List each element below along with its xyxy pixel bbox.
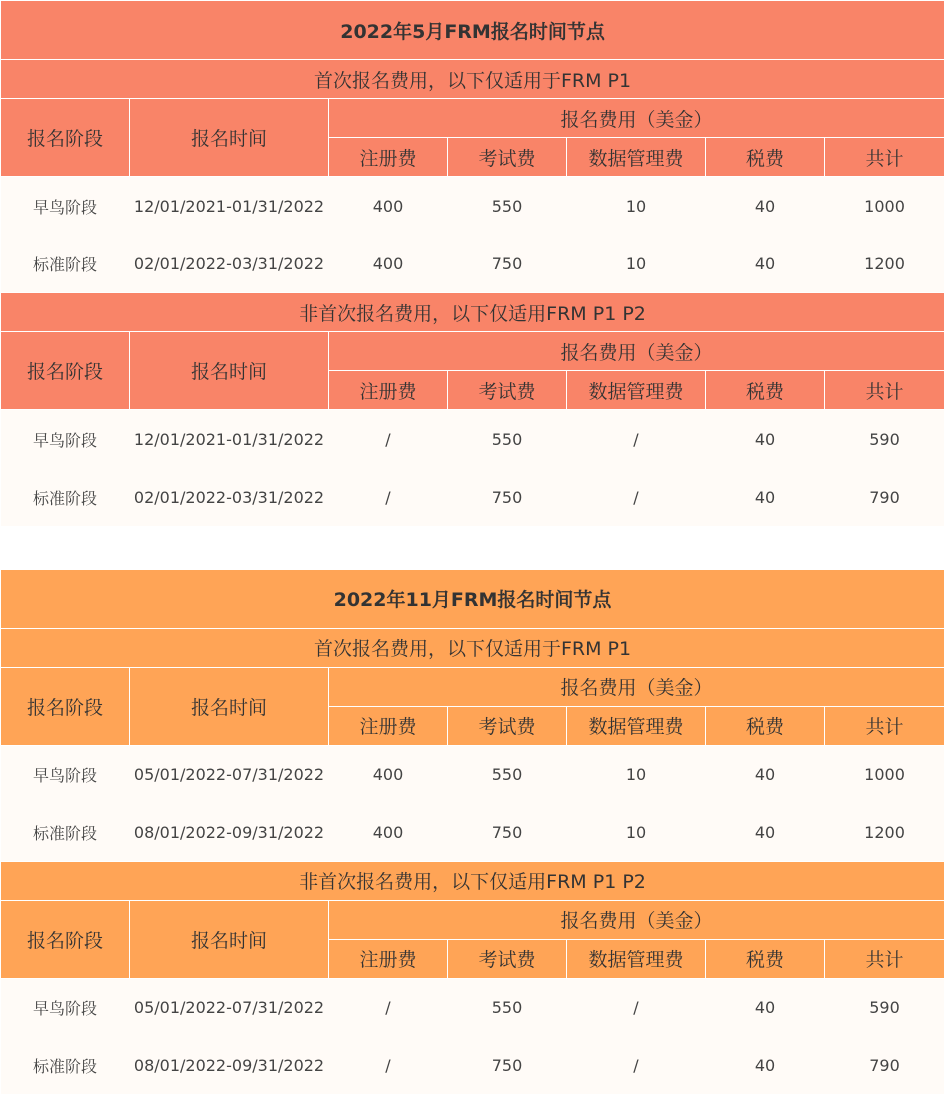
cell-time: 02/01/2022-03/31/2022 — [130, 236, 329, 293]
section-title: 2022年11月FRM报名时间节点 — [1, 569, 944, 628]
section-0 — [0, 0, 944, 526]
header-total: 共计 — [825, 939, 944, 978]
cell-time: 02/01/2022-03/31/2022 — [130, 469, 329, 526]
cell-total: 790 — [825, 1037, 944, 1094]
cell-tax: 40 — [706, 236, 825, 293]
cell-registration: / — [329, 410, 448, 469]
cell-time: 12/01/2021-01/31/2022 — [130, 177, 329, 236]
cell-exam: 550 — [448, 410, 567, 469]
header-registration: 注册费 — [329, 939, 448, 978]
header-data-mgmt: 数据管理费 — [567, 706, 706, 745]
table-row — [1, 978, 944, 1037]
header-tax: 税费 — [706, 371, 825, 410]
cell-data-mgmt: 10 — [567, 804, 706, 861]
cell-registration: / — [329, 1037, 448, 1094]
table-row — [1, 410, 944, 469]
header-total: 共计 — [825, 706, 944, 745]
cell-stage: 早鸟阶段 — [1, 745, 130, 804]
cell-exam: 750 — [448, 469, 567, 526]
header-stage: 报名阶段 — [1, 99, 130, 177]
table-row — [1, 177, 944, 236]
cell-data-mgmt: / — [567, 410, 706, 469]
header-stage: 报名阶段 — [1, 900, 130, 978]
cell-tax: 40 — [706, 978, 825, 1037]
header-total: 共计 — [825, 138, 944, 177]
fee-table — [0, 0, 944, 526]
cell-registration: 400 — [329, 236, 448, 293]
cell-registration: / — [329, 469, 448, 526]
repeat-registration-label: 非首次报名费用，以下仅适用FRM P1 P2 — [1, 861, 944, 900]
cell-stage: 标准阶段 — [1, 469, 130, 526]
cell-stage: 早鸟阶段 — [1, 177, 130, 236]
cell-stage: 标准阶段 — [1, 804, 130, 861]
header-data-mgmt: 数据管理费 — [567, 138, 706, 177]
section-title: 2022年5月FRM报名时间节点 — [1, 1, 944, 60]
cell-tax: 40 — [706, 745, 825, 804]
cell-total: 1000 — [825, 177, 944, 236]
header-time: 报名时间 — [130, 99, 329, 177]
header-fee-group: 报名费用（美金） — [329, 99, 944, 138]
cell-total: 790 — [825, 469, 944, 526]
cell-exam: 550 — [448, 745, 567, 804]
cell-stage: 标准阶段 — [1, 236, 130, 293]
first-registration-label: 首次报名费用，以下仅适用于FRM P1 — [1, 60, 944, 99]
cell-total: 590 — [825, 978, 944, 1037]
table-row — [1, 804, 944, 861]
header-exam: 考试费 — [448, 371, 567, 410]
cell-registration: 400 — [329, 804, 448, 861]
cell-tax: 40 — [706, 469, 825, 526]
cell-registration: 400 — [329, 745, 448, 804]
header-total: 共计 — [825, 371, 944, 410]
cell-total: 1000 — [825, 745, 944, 804]
cell-time: 05/01/2022-07/31/2022 — [130, 745, 329, 804]
table-row — [1, 1037, 944, 1094]
table-row — [1, 236, 944, 293]
cell-total: 590 — [825, 410, 944, 469]
cell-exam: 750 — [448, 1037, 567, 1094]
cell-data-mgmt: 10 — [567, 236, 706, 293]
header-stage: 报名阶段 — [1, 667, 130, 745]
header-fee-group: 报名费用（美金） — [329, 332, 944, 371]
header-exam: 考试费 — [448, 138, 567, 177]
header-time: 报名时间 — [130, 900, 329, 978]
fee-table — [0, 569, 944, 1095]
cell-time: 08/01/2022-09/31/2022 — [130, 1037, 329, 1094]
cell-stage: 早鸟阶段 — [1, 410, 130, 469]
header-tax: 税费 — [706, 138, 825, 177]
header-time: 报名时间 — [130, 332, 329, 410]
header-time: 报名时间 — [130, 667, 329, 745]
header-registration: 注册费 — [329, 371, 448, 410]
table-row — [1, 745, 944, 804]
repeat-registration-label: 非首次报名费用，以下仅适用FRM P1 P2 — [1, 293, 944, 332]
header-exam: 考试费 — [448, 939, 567, 978]
cell-time: 05/01/2022-07/31/2022 — [130, 978, 329, 1037]
cell-tax: 40 — [706, 804, 825, 861]
cell-tax: 40 — [706, 177, 825, 236]
cell-data-mgmt: 10 — [567, 177, 706, 236]
cell-exam: 550 — [448, 978, 567, 1037]
cell-stage: 标准阶段 — [1, 1037, 130, 1094]
cell-exam: 550 — [448, 177, 567, 236]
cell-exam: 750 — [448, 804, 567, 861]
cell-total: 1200 — [825, 236, 944, 293]
cell-registration: / — [329, 978, 448, 1037]
header-registration: 注册费 — [329, 138, 448, 177]
header-exam: 考试费 — [448, 706, 567, 745]
cell-total: 1200 — [825, 804, 944, 861]
cell-data-mgmt: / — [567, 1037, 706, 1094]
cell-time: 12/01/2021-01/31/2022 — [130, 410, 329, 469]
header-data-mgmt: 数据管理费 — [567, 371, 706, 410]
header-fee-group: 报名费用（美金） — [329, 667, 944, 706]
cell-data-mgmt: / — [567, 978, 706, 1037]
first-registration-label: 首次报名费用，以下仅适用于FRM P1 — [1, 628, 944, 667]
cell-registration: 400 — [329, 177, 448, 236]
table-row — [1, 469, 944, 526]
header-tax: 税费 — [706, 706, 825, 745]
cell-tax: 40 — [706, 410, 825, 469]
cell-time: 08/01/2022-09/31/2022 — [130, 804, 329, 861]
cell-data-mgmt: 10 — [567, 745, 706, 804]
cell-stage: 早鸟阶段 — [1, 978, 130, 1037]
header-fee-group: 报名费用（美金） — [329, 900, 944, 939]
section-1 — [0, 569, 944, 1095]
section-spacer — [0, 526, 944, 569]
header-data-mgmt: 数据管理费 — [567, 939, 706, 978]
cell-tax: 40 — [706, 1037, 825, 1094]
header-tax: 税费 — [706, 939, 825, 978]
cell-exam: 750 — [448, 236, 567, 293]
header-stage: 报名阶段 — [1, 332, 130, 410]
cell-data-mgmt: / — [567, 469, 706, 526]
header-registration: 注册费 — [329, 706, 448, 745]
